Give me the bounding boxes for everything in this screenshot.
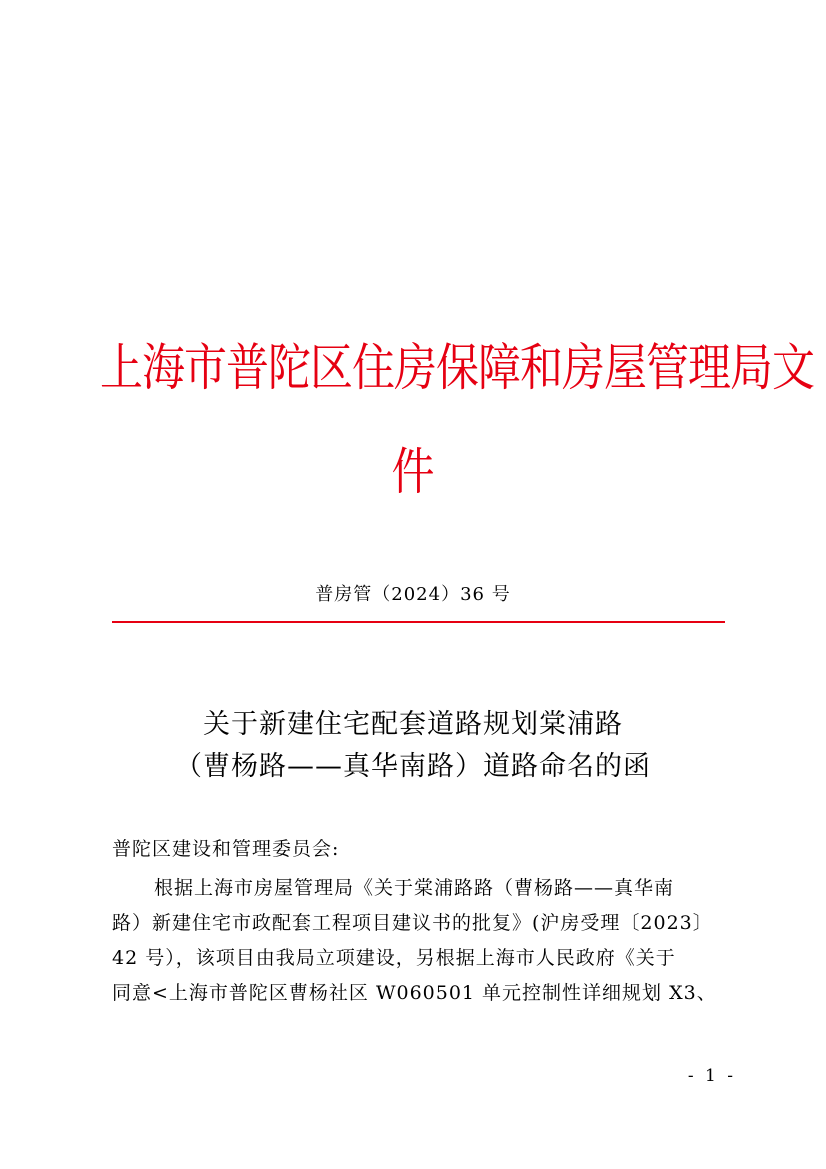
document-number: 普房管（2024）36 号 bbox=[315, 584, 511, 605]
document-title-line-2: （曹杨路——真华南路）道路命名的函 bbox=[175, 751, 651, 782]
document-title-line-1: 关于新建住宅配套道路规划棠浦路 bbox=[203, 709, 623, 740]
salutation: 普陀区建设和管理委员会: bbox=[112, 838, 340, 860]
page-number: - 1 - bbox=[687, 1066, 736, 1086]
body-line-2: 路）新建住宅市政配套工程项目建议书的批复》(沪房受理〔2023〕 bbox=[112, 912, 713, 934]
body-line-3: 42 号），该项目由我局立项建设，另根据上海市人民政府《关于 bbox=[112, 947, 676, 969]
issuer-header-line-2: 件 bbox=[391, 443, 435, 503]
red-divider-line bbox=[112, 621, 725, 623]
body-line-4: 同意<上海市普陀区曹杨社区 W060501 单元控制性详细规划 X3、 bbox=[112, 982, 717, 1004]
body-line-1: 根据上海市房屋管理局《关于棠浦路路（曹杨路——真华南 bbox=[154, 877, 675, 899]
issuer-header-line-1: 上海市普陀区住房保障和房屋管理局文 bbox=[100, 339, 814, 399]
